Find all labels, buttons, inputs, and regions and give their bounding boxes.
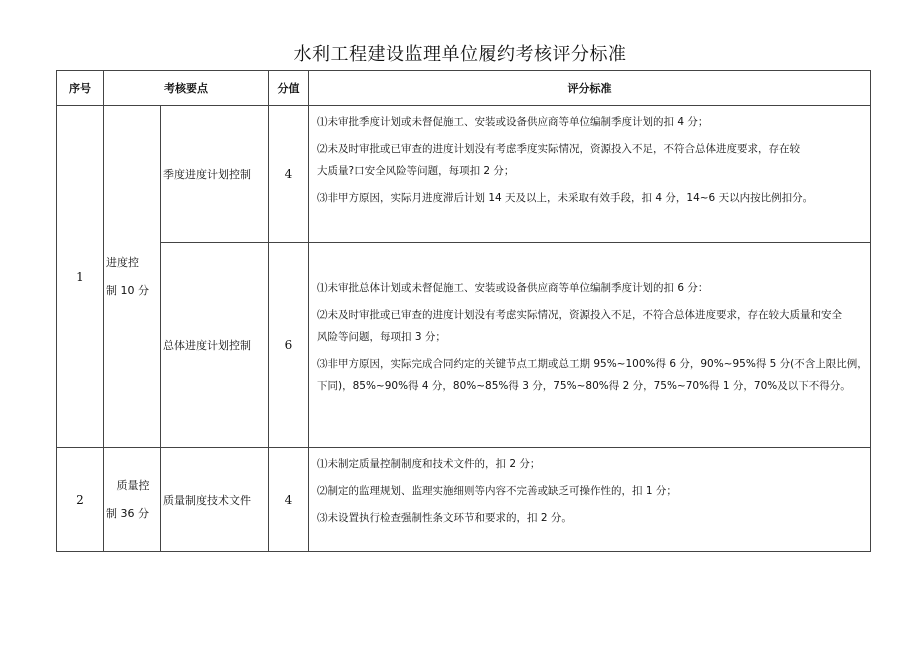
header-criteria: 评分标准 xyxy=(309,71,871,106)
criteria-cell xyxy=(309,106,871,243)
criteria-line: ⑶未设置执行检查强制性条文环节和要求的，扣 2 分。 xyxy=(317,512,572,524)
category-cell xyxy=(104,106,161,448)
scoring-table xyxy=(56,70,871,552)
criteria-line: ⑴未审批季度计划或未督促施工、安装或设备供应商等单位编制季度计划的扣 4 分； xyxy=(317,116,709,128)
criteria-line: ⑶非甲方原因，实际月进度滞后计划 14 天及以上，未采取有效手段，扣 4 分，14~6 天以内按比例扣分。 xyxy=(317,192,814,204)
page-title: 水利工程建设监理单位履约考核评分标准 xyxy=(293,44,627,65)
criteria-line: ⑴未审批总体计划或未督促施工、安装或设备供应商等单位编制季度计划的扣 6 分： xyxy=(317,282,709,294)
header-score: 分值 xyxy=(269,71,309,106)
criteria-line: ⑵制定的监理规划、监理实施细则等内容不完善或缺乏可操作性的，扣 1 分； xyxy=(317,485,677,497)
sub-item-name: 季度进度计划控制 xyxy=(161,106,269,243)
criteria-line: ⑵未及时审批或已审查的进度计划没有考虑季度实际情况，资源投入不足，不符合总体进度要求，存在较 xyxy=(317,143,800,155)
table-row xyxy=(57,106,871,243)
criteria-line: ⑶非甲方原因，实际完成合同约定的关键节点工期或总工期 95%~100%得 6 分，90%~95%得 5 分(不含上限比例， xyxy=(317,358,868,370)
sub-item-name: 质量制度技术文件 xyxy=(161,448,269,552)
sub-item-score: 4 xyxy=(269,448,309,552)
criteria-line: 风险等问题，每项扣 3 分； xyxy=(317,331,446,343)
category-line: 制 10 分 xyxy=(106,283,149,297)
table-row xyxy=(57,243,871,448)
category-line: 质量控 xyxy=(116,478,150,492)
sub-item-name: 总体进度计划控制 xyxy=(161,243,269,448)
category-line: 进度控 xyxy=(106,255,139,269)
criteria-line: ⑵未及时审批或已审查的进度计划没有考虑实际情况，资源投入不足，不符合总体进度要求，存在较大质量和安全 xyxy=(317,309,842,321)
row-number: 1 xyxy=(57,106,104,448)
criteria-line: 大质量?口安全风险等问题，每项扣 2 分； xyxy=(317,165,515,177)
category-cell xyxy=(104,448,161,552)
criteria-line: ⑴未制定质量控制制度和技术文件的，扣 2 分； xyxy=(317,458,541,470)
header-no: 序号 xyxy=(57,71,104,106)
criteria-line: 下同)，85%~90%得 4 分，80%~85%得 3 分，75%~80%得 2 分，75%~70%得 1 分，70%及以下不得分。 xyxy=(317,380,851,392)
row-number: 2 xyxy=(57,448,104,552)
table-row xyxy=(57,448,871,552)
header-row xyxy=(57,71,871,106)
header-points: 考核要点 xyxy=(104,71,269,106)
criteria-cell xyxy=(309,448,871,552)
sub-item-score: 4 xyxy=(269,106,309,243)
sub-item-score: 6 xyxy=(269,243,309,448)
category-line: 制 36 分 xyxy=(106,506,149,520)
criteria-cell xyxy=(309,243,871,448)
